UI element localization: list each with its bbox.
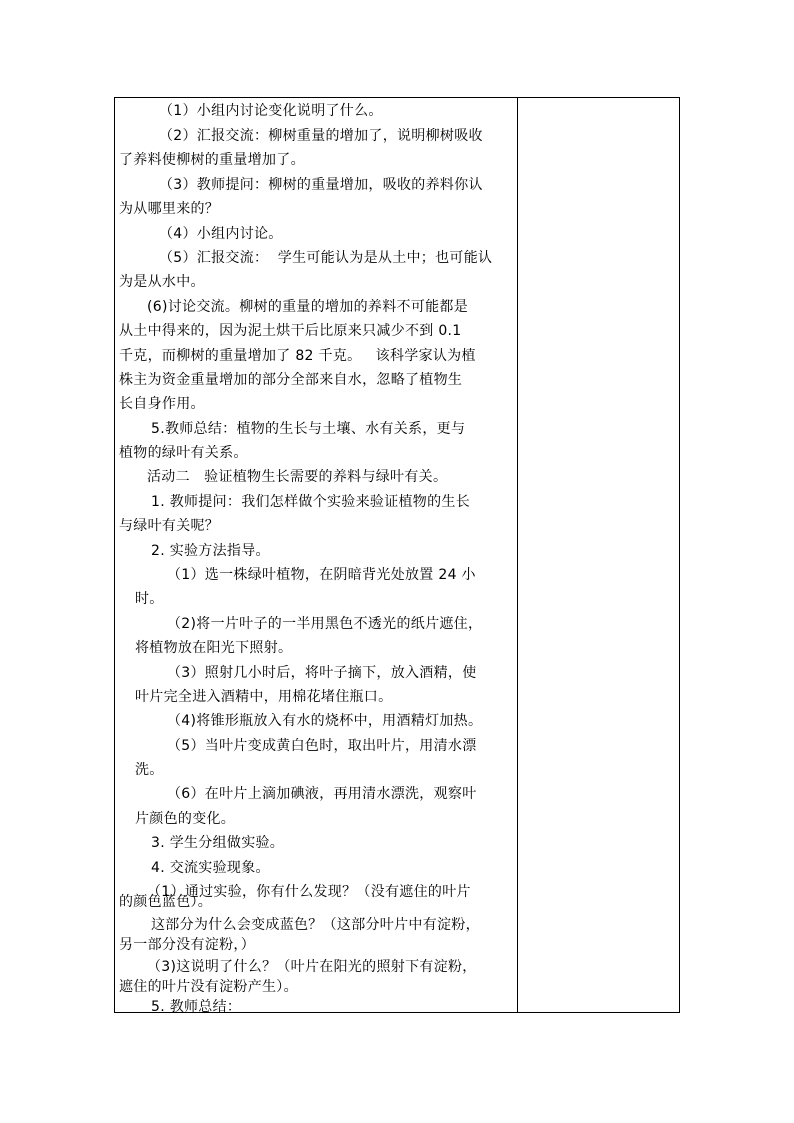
text-line: 长自身作用。 xyxy=(119,396,205,412)
text-line: 了养料使柳树的重量增加了。 xyxy=(119,152,305,168)
text-line: 叶片完全进入酒精中，用棉花堵住瓶口。 xyxy=(135,689,393,705)
text-line: 另一部分没有淀粉，） xyxy=(119,937,255,953)
notes-cell xyxy=(518,98,679,1012)
text-line: 与绿叶有关呢？ xyxy=(119,518,220,534)
text-line: （3)这说明了什么？（叶片在阳光的照射下有淀粉， xyxy=(147,959,477,975)
text-line: （3）照射几小时后，将叶子摘下，放入酒精，使 xyxy=(167,665,477,681)
text-line: （5）汇报交流： 学生可能认为是从土中；也可能认 xyxy=(159,250,493,266)
text-line: 3. 学生分组做实验。 xyxy=(151,835,285,851)
text-line: 的颜色蓝色）。 xyxy=(119,894,213,910)
text-line: （5）当叶片变成黄白色时，取出叶片，用清水漂 xyxy=(167,738,477,754)
text-line: (6)讨论交流。柳树的重量的增加的养料不可能都是 xyxy=(147,299,469,315)
text-line: 从土中得来的，因为泥土烘干后比原来只减少不到 0.1 xyxy=(119,323,462,339)
text-line: 5.教师总结：植物的生长与土壤、水有关系，更与 xyxy=(151,421,466,437)
text-line: （2）汇报交流：柳树重量的增加了，说明柳树吸收 xyxy=(159,128,483,144)
text-line: （4)将锥形瓶放入有水的烧杯中，用酒精灯加热。 xyxy=(167,713,483,729)
text-line: 株主为资金重量增加的部分全部来自水，忽略了植物生 xyxy=(119,372,463,388)
text-line: 为从哪里来的？ xyxy=(119,201,220,217)
text-line: 2. 实验方法指导。 xyxy=(151,543,270,559)
text-line: 1. 教师提问：我们怎样做个实验来验证植物的生长 xyxy=(151,494,471,510)
text-line: （1）通过实验，你有什么发现？（没有遮住的叶片 xyxy=(147,884,471,900)
text-line: （6）在叶片上滴加碘液，再用清水漂洗，观察叶 xyxy=(167,786,477,802)
text-line: （2)将一片叶子的一半用黑色不透光的纸片遮住， xyxy=(167,616,483,632)
text-line: 片颜色的变化。 xyxy=(135,811,236,827)
text-line: 洗。 xyxy=(135,762,164,778)
text-line: 时。 xyxy=(135,591,164,607)
text-line: 遮住的叶片没有淀粉产生）。 xyxy=(119,979,298,995)
text-line: （1）选一株绿叶植物，在阴暗背光处放置 24 小 xyxy=(167,567,476,583)
text-line: 植物的绿叶有关系。 xyxy=(119,445,248,461)
text-line: 5. 教师总结： xyxy=(151,999,242,1015)
lesson-table xyxy=(114,97,680,1013)
text-line: 千克，而柳树的重量增加了 82 千克。 该科学家认为植 xyxy=(119,348,476,364)
text-line: （4）小组内讨论。 xyxy=(159,226,283,242)
text-line: （3）教师提问：柳树的重量增加，吸收的养料你认 xyxy=(159,177,483,193)
text-line: 这部分为什么会变成蓝色？（这部分叶片中有淀粉， xyxy=(151,917,480,933)
text-line: （1）小组内讨论变化说明了什么。 xyxy=(159,103,383,119)
text-line: 将植物放在阳光下照射。 xyxy=(135,640,293,656)
text-line: 活动二 验证植物生长需要的养料与绿叶有关。 xyxy=(147,469,448,485)
text-line: 为是从水中。 xyxy=(119,274,205,290)
text-line: 4. 交流实验现象。 xyxy=(151,860,270,876)
